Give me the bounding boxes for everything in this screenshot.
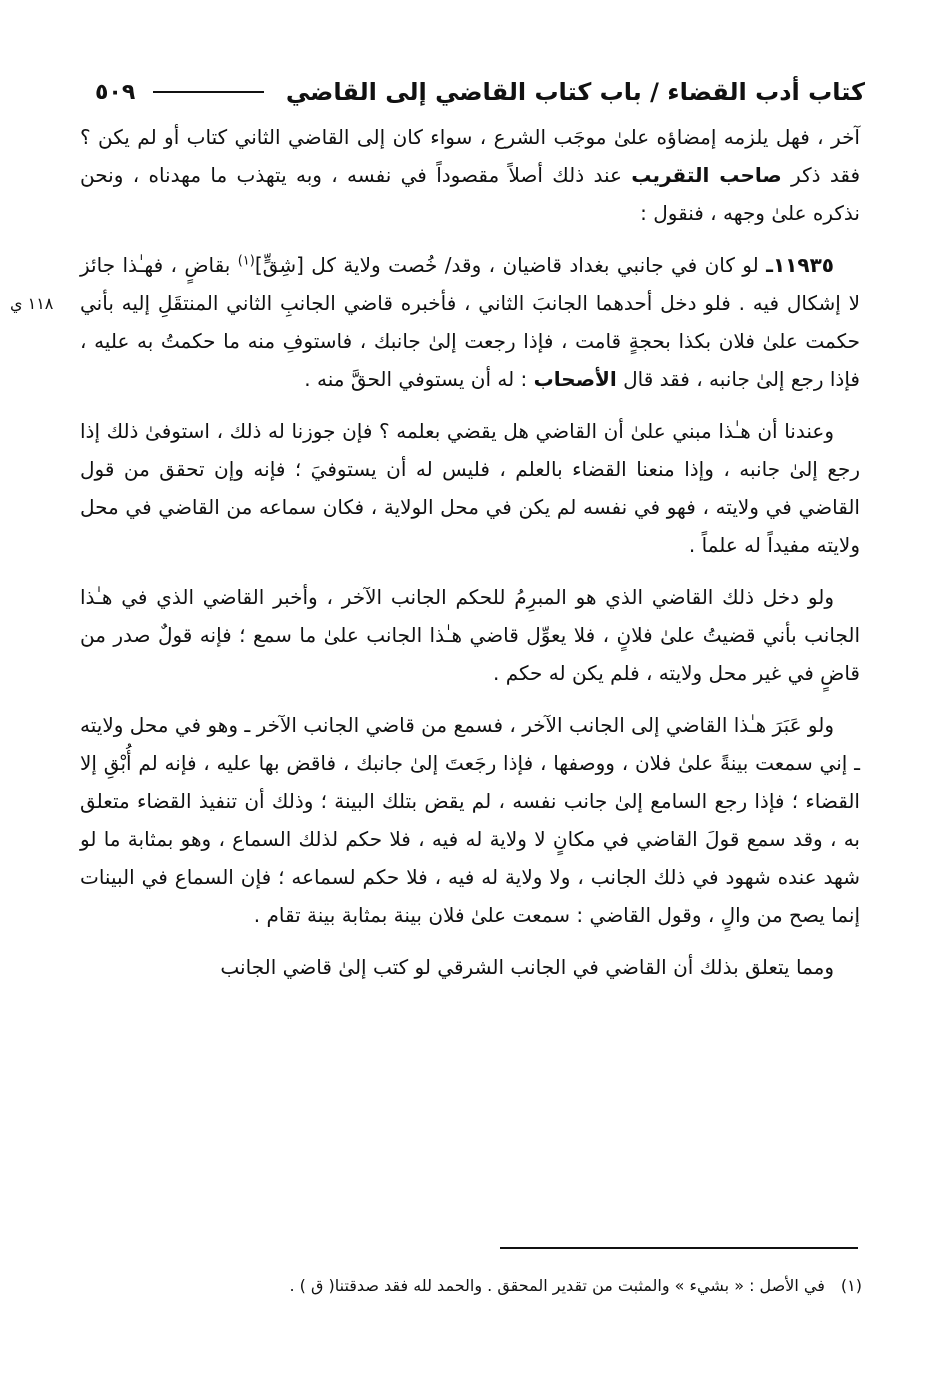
item-number: ١١٩٣٥ـ — [766, 253, 834, 277]
footnote-separator — [500, 1247, 858, 1249]
paragraph-1-text: آخر ، فهل يلزمه إمضاؤه علىٰ موجَب الشرع ، سواء كان إلى القاضي الثاني كتاب أو لم يكن ؟ فقد ذكر — [80, 125, 861, 187]
footnote — [120, 1272, 862, 1300]
header-title: كتاب أدب القضاء / باب كتاب القاضي إلى القاضي — [285, 78, 865, 106]
paragraph-2-text-a: لو كان في جانبي بغداد قاضيان ، وقد/ خُصت ولاية كل [شِقٍّ] — [254, 253, 759, 277]
paragraph-1 — [80, 118, 860, 232]
paragraph-6: ومما يتعلق بذلك أن القاضي في الجانب الشرقي لو كتب إلىٰ قاضي الجانب — [220, 955, 834, 979]
main-text — [80, 118, 860, 1000]
paragraph-5: ولو عَبَرَ هـٰذا القاضي إلى الجانب الآخر ، فسمع من قاضي الجانب الآخر ـ وهو في محل ولايته ـ إني سمعت بينةً علىٰ فلان ، ووصفها ، فإذا رجَعتَ إلىٰ جانبك ، فاقض بها عليه ، فإنه لم أُبْقِ إلا القضاء ؛ فإذا رجع السامع إلىٰ جانب نفسه ، لم يقض بتلك البينة ؛ وذلك أن تنفيذ القضاء متعلق به ، وقد سمع قولَ القاضي في مكانٍ لا ولاية له فيه ، فلا حكم لذلك السماع ، وهو بمثابة ما لو شهد عنده شهود في ذلك الجانب ، ولا ولاية له فيه ، فلا حكم لسماعه ؛ فإن السماع في البينات إنما يصح من والٍ ، وقول القاضي : سمعت علىٰ فلان بينة بمثابة بينة تقام . — [80, 713, 860, 927]
footnote-text: في الأصل : « بشيء » والمثبت من تقدير المحقق . والحمد لله فقد صدقتنا( ق ) . — [289, 1276, 825, 1295]
companions-reference: الأصحاب — [533, 367, 617, 391]
paragraph-2-text-c: : له أن يستوفي الحقَّ منه . — [304, 367, 528, 391]
footnote-mark: (١) — [840, 1276, 862, 1295]
paragraph-1-end: عند ذلك أصلاً مقصوداً في نفسه ، وبه يتهذب ما مهدناه ، ونحن نذكره علىٰ وجهه ، فنقول : — [80, 163, 860, 225]
paragraph-4: ولو دخل ذلك القاضي الذي هو المبرِمُ للحكم الجانب الآخر ، وأخبر القاضي الذي في هـٰذا الجانب بأني قضيتُ علىٰ فلانٍ ، فلا يعوِّل قاضي هـٰذا الجانب علىٰ ما سمع ؛ فإنه قولٌ صدر من قاضٍ في غير محل ولايته ، فلم يكن له حكم . — [80, 585, 860, 685]
paragraph-3: وعندنا أن هـٰذا مبني علىٰ أن القاضي هل يقضي بعلمه ؟ فإن جوزنا له ذلك ، استوفىٰ ذلك إذا رجع إلىٰ جانبه ، وإذا منعنا القضاء بالعلم ، فليس له أن يستوفيَ ؛ فإنه وإن تحقق من قول القاضي في ولايته ، فهو في نفسه لم يكن في محل الولاية ، فكان سماعه من القاضي في محل ولايته مفيداً له علماً . — [80, 419, 860, 557]
page-number: ٥٠٩ — [95, 79, 136, 105]
header-rule — [153, 91, 264, 93]
running-header — [95, 70, 865, 114]
margin-note: ١١٨ ي — [10, 294, 54, 313]
paragraph-2-text-b: بقاضٍ ، فهـٰذا جائز لا إشكال فيه . فلو دخل أحدهما الجانبَ الثاني ، فأخبره قاضي الجانبِ الثاني المنتقَلِ إليه بأني حكمت علىٰ فلان بكذا بحجةٍ قامت ، فإذا رجعت إلىٰ جانبك ، فاستوفِ منه ما حكمتُ به عليه ، فإذا رجع إلىٰ جانبه ، فقد قال — [80, 253, 860, 391]
author-reference: صاحب التقريب — [631, 163, 782, 187]
footnote-reference: (١) — [237, 253, 255, 269]
paragraph-2 — [80, 246, 860, 398]
